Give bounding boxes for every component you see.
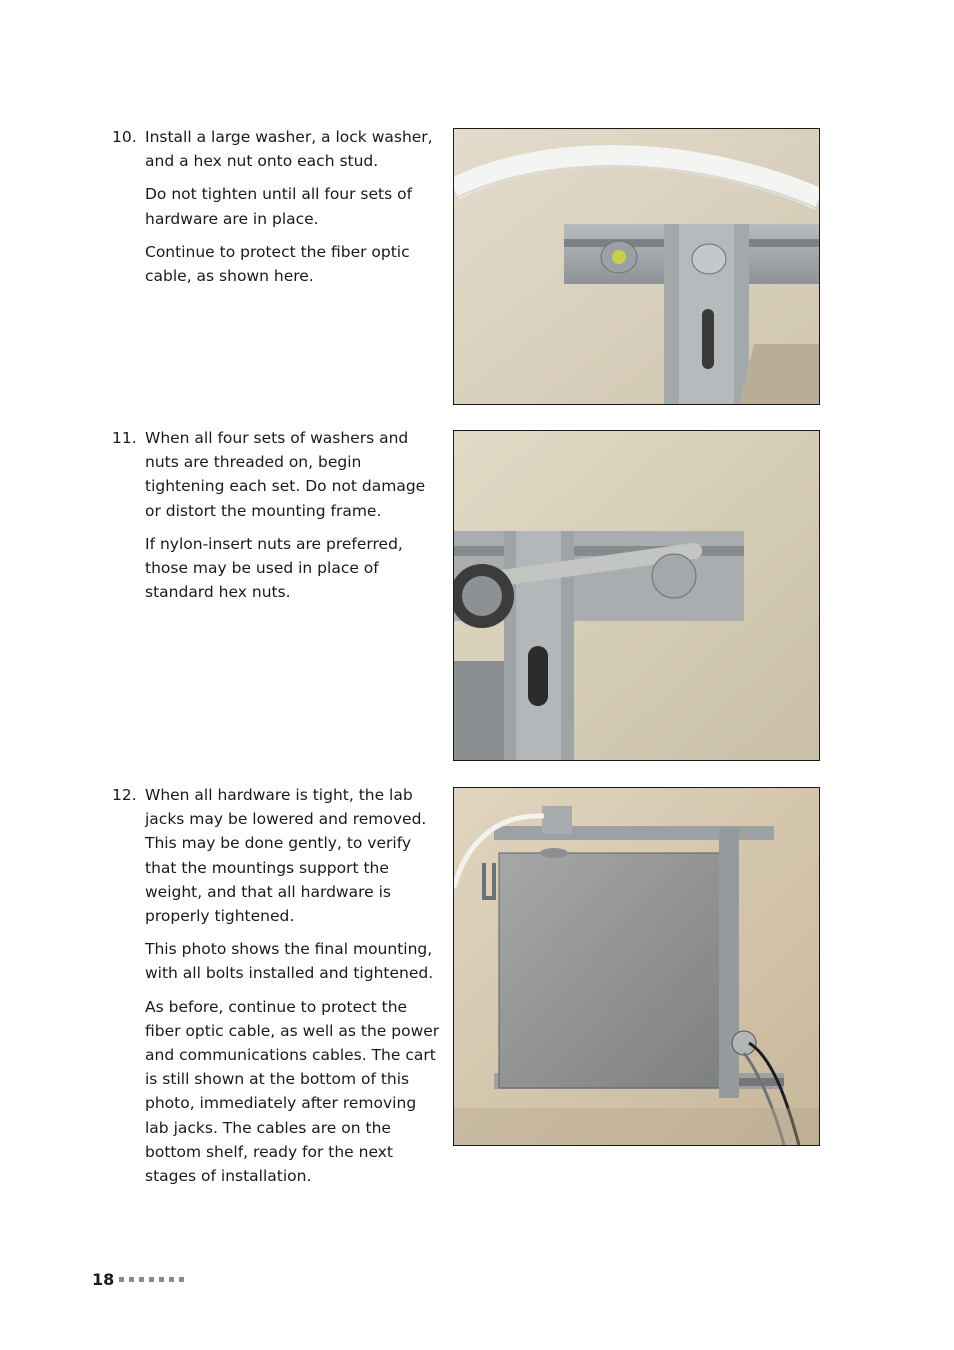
step-paragraph: When all four sets of washers and nuts are threaded on, begin tightening each set. Do not damage or distort the mounting frame.	[145, 429, 426, 520]
step-11	[112, 426, 442, 613]
photo-washer-nut-installed	[453, 128, 820, 405]
step-paragraph: When all hardware is tight, the lab jacks may be lowered and removed. This may be done gently, to verify that the mountings support the weight, and that all hardware is properly tightened.	[145, 786, 427, 926]
step-number: 10.	[112, 128, 137, 146]
step-paragraph: Install a large washer, a lock washer, and a hex nut onto each stud.	[145, 128, 433, 171]
photo-tightening-nuts	[453, 430, 820, 761]
step-number: 11.	[112, 429, 137, 447]
step-paragraph: As before, continue to protect the fiber optic cable, as well as the power and communications cables. The cart is still shown at the bottom of this photo, immediately after removing lab jacks. The cables are on the bottom shelf, ready for the next stages of installation.	[145, 997, 440, 1186]
step-12	[112, 783, 442, 1197]
step-10	[112, 125, 442, 297]
step-paragraph: This photo shows the final mounting, with all bolts installed and tightened.	[145, 940, 434, 983]
step-paragraph: If nylon-insert nuts are preferred, those may be used in place of standard hex nuts.	[145, 534, 403, 602]
step-number: 12.	[112, 786, 137, 804]
footer-dots-decoration	[119, 1277, 184, 1282]
photo-final-mounting	[453, 787, 820, 1146]
page-number: 18	[92, 1270, 115, 1289]
step-paragraph: Continue to protect the fiber optic cable, as shown here.	[145, 242, 410, 286]
step-paragraph: Do not tighten until all four sets of hardware are in place.	[145, 185, 413, 228]
